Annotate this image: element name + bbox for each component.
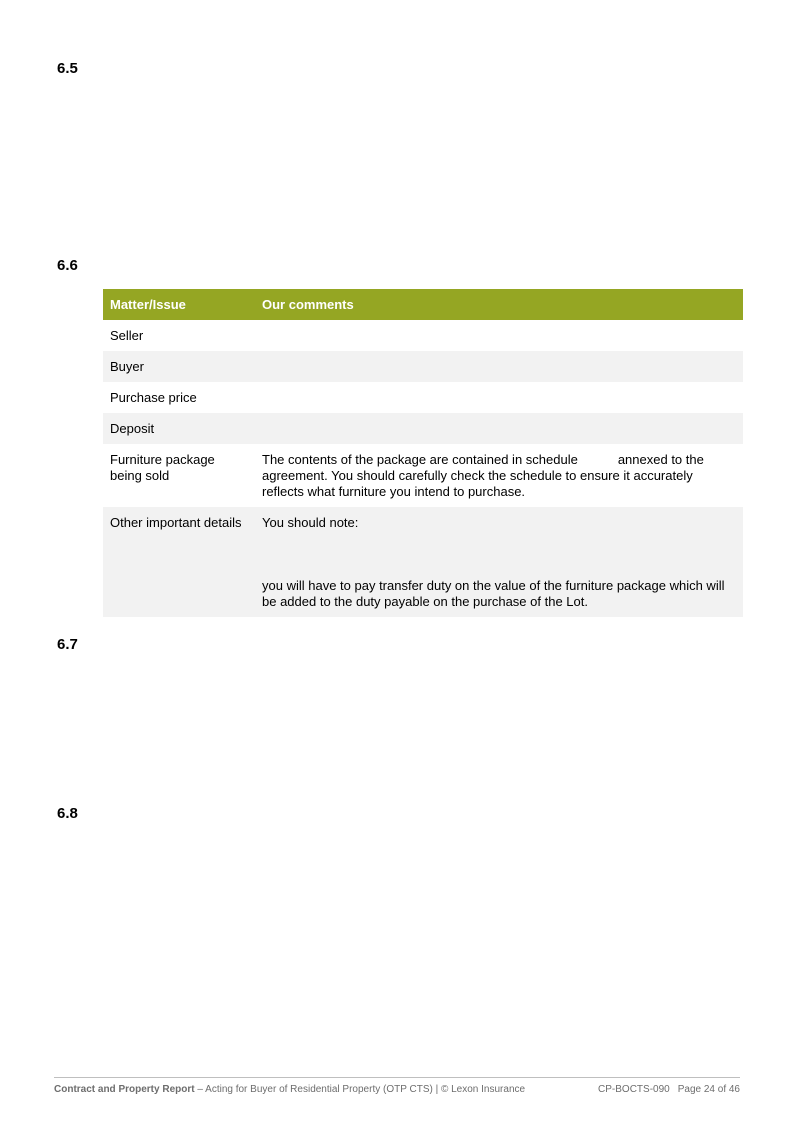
other-comment-note: you will have to pay transfer duty on the value of the furniture package which will be added to the duty payable on the purchase of the Lot.	[262, 578, 725, 609]
table-row-deposit	[103, 413, 743, 444]
header-our-comments: Our comments	[255, 289, 743, 320]
table-row-seller	[103, 320, 743, 351]
note-spacer	[262, 531, 736, 578]
footer-left	[54, 1084, 525, 1095]
footer-code: CP-BOCTS-090	[598, 1084, 670, 1095]
furniture-comment-part2: annexed to the agreement. You should carefully check the schedule to ensure it accurately reflects what furniture you intend to purchase.	[262, 452, 704, 499]
section-number-6-5: 6.5	[57, 60, 78, 77]
section-number-6-8: 6.8	[57, 805, 78, 822]
comment-cell	[255, 413, 743, 444]
table-row-other-details	[103, 507, 743, 617]
comment-cell	[255, 320, 743, 351]
other-comment-intro: You should note:	[262, 515, 359, 530]
furniture-comment-part1: The contents of the package are contained in schedule	[262, 452, 578, 467]
section-number-6-7: 6.7	[57, 636, 78, 653]
comment-cell	[255, 507, 743, 617]
matter-cell: Purchase price	[110, 390, 197, 405]
matter-cell: Buyer	[103, 351, 255, 382]
header-matter-issue: Matter/Issue	[103, 289, 255, 320]
matter-cell: Other important details	[103, 507, 255, 617]
matter-cell: Seller	[110, 328, 144, 343]
footer-subtitle: – Acting for Buyer of Residential Property (OTP CTS) | © Lexon Insurance	[194, 1084, 526, 1095]
section-number-6-6: 6.6	[57, 257, 78, 274]
matter-cell: Deposit	[103, 413, 255, 444]
comment-cell	[255, 382, 743, 413]
footer-title: Contract and Property Report	[54, 1084, 195, 1095]
table-header-row	[103, 289, 743, 320]
table-row-furniture-package	[103, 444, 743, 507]
page-footer	[54, 1084, 740, 1095]
footer-right	[590, 1084, 740, 1095]
footer-page-number: Page 24 of 46	[677, 1084, 740, 1095]
comment-cell	[255, 444, 743, 507]
table-row-purchase-price	[103, 382, 743, 413]
table-row-buyer	[103, 351, 743, 382]
matter-cell: Furniture package being sold	[110, 452, 215, 483]
matter-comments-table	[103, 289, 743, 617]
footer-divider	[54, 1077, 740, 1078]
comment-cell	[255, 351, 743, 382]
